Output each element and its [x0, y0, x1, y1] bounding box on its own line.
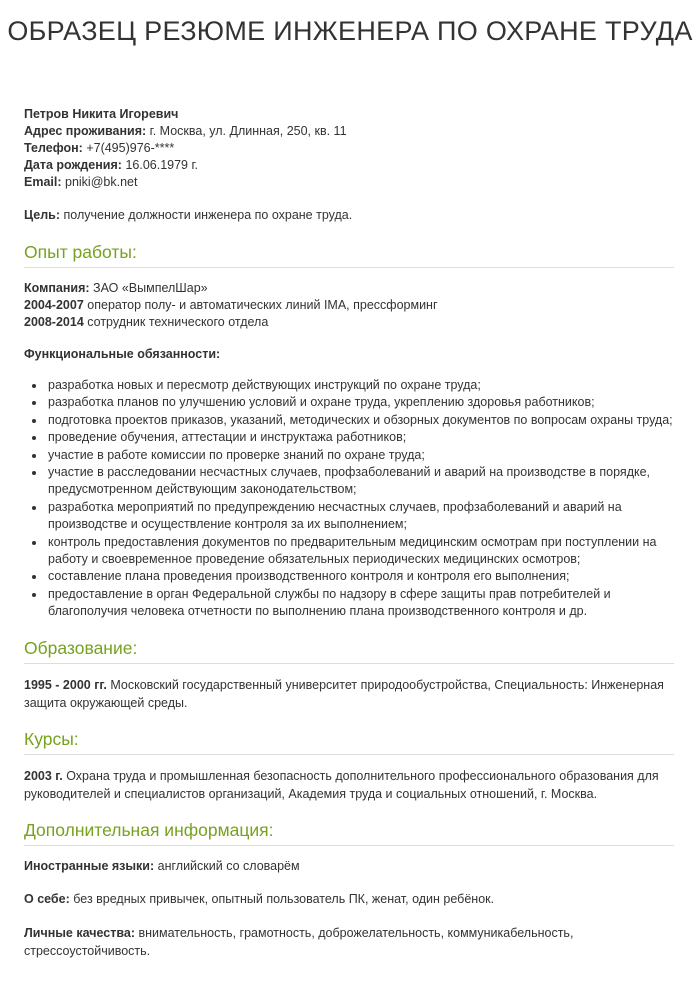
goal-label: Цель: [24, 208, 61, 222]
list-item: • разработка планов по улучшению условий и охране труда, укреплению здоровья работников; [46, 394, 674, 411]
list-item: • контроль предоставления документов по предварительным медицинским осмотрам при поступлении на работу и своевременное проведение обязательных периодических медицинских осмотров; [46, 534, 674, 569]
address-row [24, 123, 674, 140]
birth-label: Дата рождения: [24, 158, 122, 172]
goal-row [24, 207, 674, 224]
job-role-2: сотрудник технического отдела [87, 315, 269, 329]
birth-row [24, 157, 674, 174]
courses-year: 2003 г. [24, 768, 63, 783]
list-item: • разработка новых и пересмотр действующих инструкций по охране труда; [46, 377, 674, 394]
courses-text: Охрана труда и промышленная безопасность дополнительного профессионального образования для руководителей и специалистов организаций, Академия труда и социальных отношений, г. Москва. [24, 768, 659, 801]
goal-value: получение должности инженера по охране труда. [63, 208, 353, 222]
phone-label: Телефон: [24, 141, 83, 155]
address-value: г. Москва, ул. Длинная, 250, кв. 11 [149, 124, 347, 138]
resume-content [24, 106, 674, 960]
person-name: Петров Никита Игоревич [24, 107, 179, 121]
company-value: ЗАО «ВымпелШар» [93, 281, 208, 295]
personal-info [24, 106, 674, 191]
page-title: ОБРАЗЕЦ РЕЗЮМЕ ИНЖЕНЕРА ПО ОХРАНЕ ТРУДА [7, 16, 693, 46]
phone-row [24, 140, 674, 157]
courses-entry [24, 767, 674, 803]
company-label: Компания: [24, 281, 90, 295]
experience-heading: Опыт работы: [24, 241, 674, 268]
birth-value: 16.06.1979 г. [125, 158, 198, 172]
additional-heading: Дополнительная информация: [24, 819, 674, 846]
email-value: pniki@bk.net [65, 175, 138, 189]
education-period: 1995 - 2000 гг. [24, 677, 107, 692]
list-item: • разработка мероприятий по предупреждению несчастных случаев, профзаболеваний и аварий на производстве и осуществление контроля за их выполнением; [46, 499, 674, 534]
job-row-1 [24, 297, 674, 314]
languages-row [24, 858, 674, 875]
duties-list [24, 377, 674, 621]
about-label: О себе: [24, 891, 70, 906]
qualities-label: Личные качества: [24, 925, 136, 940]
languages-value: английский со словарём [157, 858, 300, 873]
address-label: Адрес проживания: [24, 124, 147, 138]
job-period-2: 2008-2014 [24, 315, 84, 329]
job-period-1: 2004-2007 [24, 298, 84, 312]
languages-label: Иностранные языки: [24, 858, 155, 873]
about-value: без вредных привычек, опытный пользователь ПК, женат, один ребёнок. [73, 891, 495, 906]
job-row-2 [24, 314, 674, 331]
education-text: Московский государственный университет природообустройства, Специальность: Инженерная защита окружающей среды. [24, 677, 664, 710]
company-row [24, 280, 674, 297]
job-role-1: оператор полу- и автоматических линий IMA, прессформинг [87, 298, 438, 312]
duties-heading: Функциональные обязанности: [24, 347, 221, 361]
list-item: • предоставление в орган Федеральной службы по надзору в сфере защиты прав потребителей и благополучия человека отчетности по выполнению плана производственного контроля и др. [46, 586, 674, 621]
qualities-row [24, 924, 674, 960]
list-item: • подготовка проектов приказов, указаний, методических и обзорных документов по вопросам охраны труда; [46, 412, 674, 429]
education-entry [24, 676, 674, 712]
education-heading: Образование: [24, 637, 674, 664]
email-label: Email: [24, 175, 62, 189]
email-row [24, 174, 674, 191]
list-item: • участие в расследовании несчастных случаев, профзаболеваний и аварий на производстве в порядке, предусмотренном действующим законодательством; [46, 464, 674, 499]
about-row [24, 891, 674, 908]
list-item: • участие в работе комиссии по проверке знаний по охране труда; [46, 447, 674, 464]
list-item: • проведение обучения, аттестации и инструктажа работников; [46, 429, 674, 446]
phone-value: +7(495)976-**** [86, 141, 175, 155]
list-item: • составление плана проведения производственного контроля и контроля его выполнения; [46, 568, 674, 585]
qualities-value: внимательность, грамотность, доброжелательность, коммуникабельность, стрессоустойчивость. [24, 925, 574, 958]
courses-heading: Курсы: [24, 728, 674, 755]
